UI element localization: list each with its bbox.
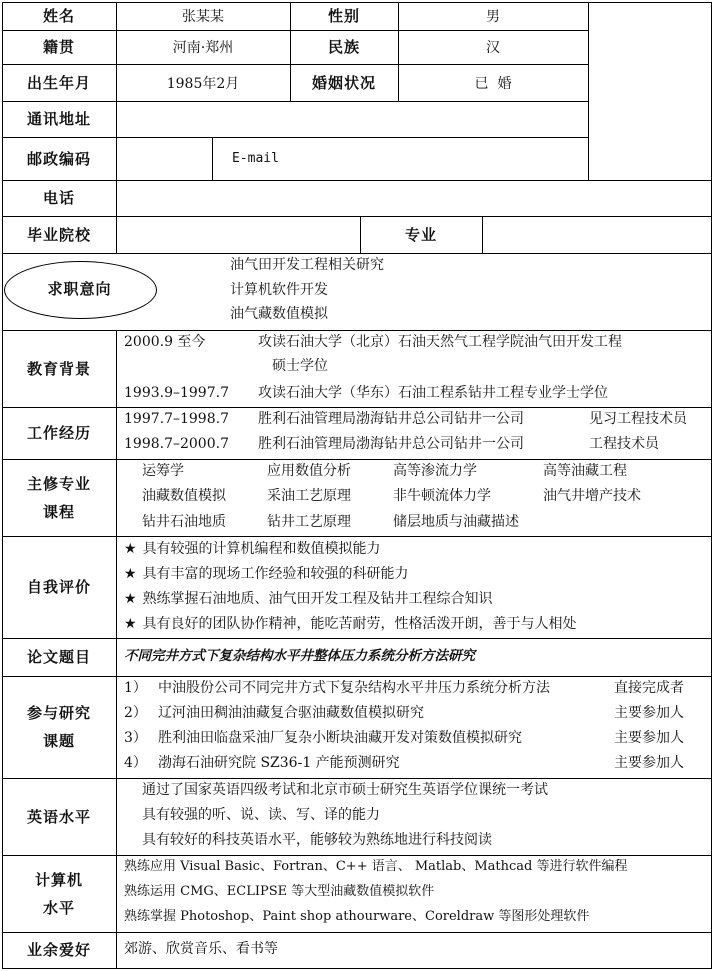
self-eval-label: 自我评价 — [26, 578, 91, 596]
major-label: 专业 — [404, 225, 437, 244]
project-role: 主要参加人 — [614, 730, 684, 746]
name-label: 姓名 — [42, 7, 75, 25]
project-role: 直接完成者 — [614, 680, 684, 696]
course-item: 高等渗流力学 — [393, 463, 477, 479]
education-label: 教育背景 — [26, 359, 91, 378]
ethnicity-value: 汉 — [486, 40, 500, 56]
hobbies-label: 业余爱好 — [26, 941, 91, 959]
english-item: 具有较强的听、说、读、写、译的能力 — [142, 807, 380, 823]
postcode-label: 邮政编码 — [26, 149, 91, 168]
work-period: 1998.7–2000.7 — [124, 436, 229, 452]
marital-label: 婚姻状况 — [311, 73, 376, 92]
self-eval-item — [124, 540, 381, 558]
name-value: 张某某 — [182, 9, 224, 25]
objective-label: 求职意向 — [47, 280, 112, 298]
course-item: 油气井增产技术 — [543, 488, 641, 504]
column-divider — [482, 216, 483, 253]
objective-item: 计算机软件开发 — [230, 282, 328, 298]
column-divider — [711, 2, 712, 969]
marital-value: 已 婚 — [474, 75, 512, 92]
english-item: 通过了国家英语四级考试和北京市硕士研究生英语学位课统一考试 — [142, 782, 548, 798]
ethnicity-label: 民族 — [327, 38, 360, 56]
self-eval-item — [124, 565, 409, 583]
projects-label-line2: 课题 — [42, 732, 75, 750]
thesis-label: 论文题目 — [26, 648, 91, 666]
origin-label: 籍贯 — [42, 38, 75, 56]
project-title: 渤海石油研究院 SZ36-1 产能预测研究 — [158, 755, 400, 771]
work-org: 胜利石油管理局渤海钻井总公司钻井一公司 — [258, 411, 524, 427]
course-item: 采油工艺原理 — [267, 488, 351, 504]
birth-value: 1985年2月 — [166, 75, 240, 92]
education-detail: 攻读石油大学（北京）石油天然气工程学院油气田开发工程 — [258, 334, 622, 350]
thesis-title: 不同完井方式下复杂结构水平井整体压力系统分析方法研究 — [124, 648, 475, 664]
self-eval-text: 熟练掌握石油地质、油气田开发工程及钻井工程综合知识 — [142, 591, 493, 607]
course-item: 高等油藏工程 — [543, 463, 627, 479]
self-eval-item — [124, 615, 577, 633]
courses-label — [2, 459, 116, 536]
english-item: 具有较好的科技英语水平，能够较为熟练地进行科技阅读 — [142, 832, 492, 848]
star-icon: ★ — [124, 591, 137, 607]
education-detail: 攻读石油大学（华东）石油工程系钻井工程专业学士学位 — [258, 385, 608, 401]
course-item: 钻井石油地质 — [142, 514, 226, 530]
gender-value: 男 — [486, 9, 500, 25]
project-title: 辽河油田稠油油藏复合驱油藏数值模拟研究 — [158, 705, 424, 721]
projects-label-line1: 参与研究 — [26, 704, 91, 722]
projects-label — [2, 676, 116, 778]
computer-item: 熟练掌握 Photoshop、Paint shop athourware、Coreldraw 等图形处理软件 — [124, 909, 590, 924]
project-num: 2） — [124, 705, 147, 721]
address-label: 通讯地址 — [26, 110, 91, 128]
computer-label-line1: 计算机 — [34, 870, 83, 889]
origin-value: 河南·郑州 — [172, 40, 234, 56]
course-item: 储层地质与油藏描述 — [393, 514, 519, 530]
star-icon: ★ — [124, 541, 137, 557]
course-item: 应用数值分析 — [267, 463, 351, 479]
birth-label: 出生年月 — [26, 73, 91, 92]
self-eval-text: 具有丰富的现场工作经验和较强的科研能力 — [142, 566, 409, 582]
project-num: 4） — [124, 755, 147, 771]
self-eval-text: 具有较强的计算机编程和数值模拟能力 — [142, 541, 381, 557]
project-role: 主要参加人 — [614, 705, 684, 721]
course-item: 运筹学 — [142, 463, 184, 479]
column-divider — [212, 137, 213, 180]
objective-item: 油气田开发工程相关研究 — [230, 257, 384, 273]
work-role: 见习工程技术员 — [589, 411, 687, 427]
self-eval-item — [124, 590, 493, 608]
objective-item: 油气藏数值模拟 — [230, 306, 328, 322]
project-title: 胜利油田临盘采油厂复杂小断块油藏开发对策数值模拟研究 — [158, 730, 522, 746]
row-divider — [2, 968, 711, 969]
course-item: 钻井工艺原理 — [267, 514, 351, 530]
column-divider — [588, 2, 589, 180]
courses-label-line1: 主修专业 — [26, 474, 91, 493]
work-org: 胜利石油管理局渤海钻井总公司钻井一公司 — [258, 436, 524, 452]
courses-label-line2: 课程 — [42, 502, 75, 521]
school-label: 毕业院校 — [26, 225, 91, 244]
column-divider — [116, 330, 117, 969]
hobbies-text: 郊游、欣赏音乐、看书等 — [124, 941, 278, 957]
star-icon: ★ — [124, 566, 137, 582]
computer-item: 熟练运用 CMG、ECLIPSE 等大型油藏数值模拟软件 — [124, 884, 435, 899]
project-title: 中油股份公司不同完井方式下复杂结构水平井压力系统分析方法 — [158, 680, 550, 696]
phone-label: 电话 — [42, 189, 75, 207]
gender-label: 性别 — [327, 7, 360, 25]
education-period: 2000.9 至今 — [124, 334, 206, 350]
education-detail: 硕士学位 — [272, 358, 328, 374]
work-role: 工程技术员 — [589, 436, 659, 452]
work-label: 工作经历 — [26, 424, 91, 442]
star-icon: ★ — [124, 616, 137, 632]
work-period: 1997.7–1998.7 — [124, 411, 229, 427]
computer-label — [2, 855, 116, 932]
english-label: 英语水平 — [26, 807, 91, 826]
course-item: 非牛顿流体力学 — [393, 488, 491, 504]
education-period: 1993.9–1997.7 — [124, 385, 229, 401]
project-num: 1） — [124, 680, 147, 696]
project-num: 3） — [124, 730, 147, 746]
project-role: 主要参加人 — [614, 755, 684, 771]
computer-label-line2: 水平 — [42, 898, 75, 917]
email-label: E-mail — [232, 151, 279, 166]
course-item: 油藏数值模拟 — [142, 488, 226, 504]
computer-item: 熟练应用 Visual Basic、Fortran、C++ 语言、 Matlab、Mathcad 等进行软件编程 — [124, 859, 628, 874]
row-divider — [2, 253, 711, 254]
self-eval-text: 具有良好的团队协作精神，能吃苦耐劳，性格活泼开朗，善于与人相处 — [142, 616, 577, 632]
